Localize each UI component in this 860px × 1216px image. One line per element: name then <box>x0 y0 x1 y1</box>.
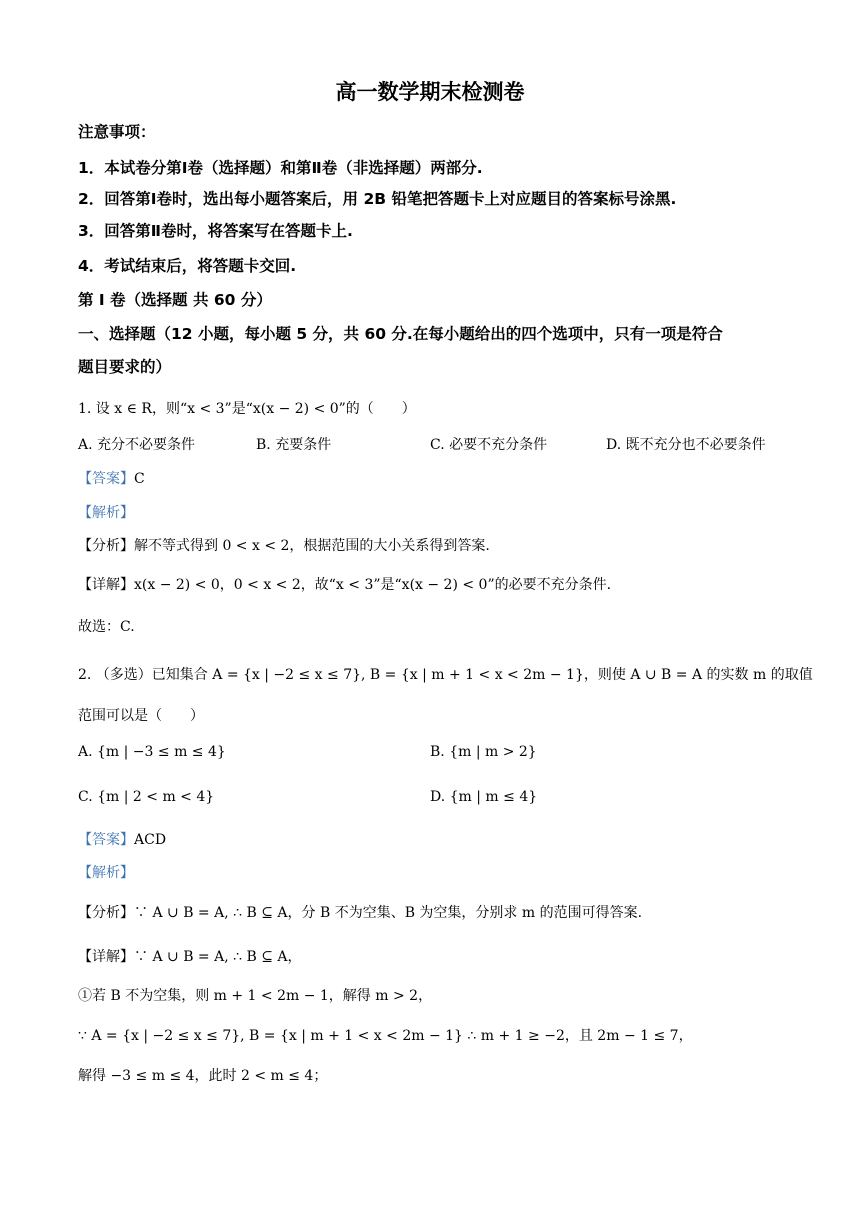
q1-fenxi: 【分析】解不等式得到 0 < x < 2，根据范围的大小关系得到答案. <box>78 538 490 554</box>
q1-option-d: D. 既不充分也不必要条件 <box>606 437 766 453</box>
answer-tag: 【答案】 <box>78 832 134 848</box>
q1-conclusion: 故选：C. <box>78 619 135 635</box>
q1-answer <box>78 468 145 488</box>
q2-option-d: D. {m | m ≤ 4} <box>430 789 538 805</box>
section-title: 第 I 卷（选择题 共 60 分） <box>78 291 272 309</box>
q1-option-c: C. 必要不充分条件 <box>430 437 548 453</box>
q2-stem-line-1: 2. （多选）已知集合 A = {x | −2 ≤ x ≤ 7}, B = {x | m + 1 < x < 2m − 1}，则使 A ∪ B = A 的实数 m 的取值 <box>78 667 813 683</box>
q2-fenxi: 【分析】∵ A ∪ B = A, ∴ B ⊆ A，分 B 不为空集、B 为空集，分别求 m 的范围可得答案. <box>78 905 643 921</box>
answer-tag: 【答案】 <box>78 471 134 487</box>
q2-option-a: A. {m | −3 ≤ m ≤ 4} <box>78 744 226 760</box>
notice-item-1: 1．本试卷分第Ⅰ卷（选择题）和第Ⅱ卷（非选择题）两部分. <box>78 159 483 177</box>
q2-option-c: C. {m | 2 < m < 4} <box>78 789 215 805</box>
q1-xiangjie: 【详解】x(x − 2) < 0，0 < x < 2，故“x < 3”是“x(x − 2) < 0”的必要不充分条件. <box>78 577 612 593</box>
q1-answer-value: C <box>134 471 145 487</box>
q2-stem-line-2: 范围可以是（ ） <box>78 708 204 724</box>
section-instruction-cont: 题目要求的） <box>78 358 172 376</box>
q1-option-a: A. 充分不必要条件 <box>78 437 196 453</box>
q1-stem: 1. 设 x ∈ R，则“x < 3”是“x(x − 2) < 0”的（ ） <box>78 401 416 417</box>
q1-analysis-tag: 【解析】 <box>78 505 134 521</box>
q2-option-b: B. {m | m > 2} <box>430 744 537 760</box>
q1-option-b: B. 充要条件 <box>256 437 332 453</box>
q2-step-3: 解得 −3 ≤ m ≤ 4，此时 2 < m ≤ 4； <box>78 1068 328 1084</box>
q2-step-2: ∵ A = {x | −2 ≤ x ≤ 7}, B = {x | m + 1 < x < 2m − 1} ∴ m + 1 ≥ −2，且 2m − 1 ≤ 7， <box>78 1028 693 1044</box>
notice-heading: 注意事项： <box>78 123 156 141</box>
section-instruction: 一、选择题（12 小题，每小题 5 分，共 60 分.在每小题给出的四个选项中，只有一项是符合 <box>78 325 723 343</box>
q2-answer <box>78 829 166 849</box>
notice-item-4: 4．考试结束后，将答题卡交回. <box>78 257 297 275</box>
q2-analysis-tag: 【解析】 <box>78 865 134 881</box>
q2-case-1: ①若 B 不为空集，则 m + 1 < 2m − 1，解得 m > 2， <box>78 988 433 1004</box>
notice-item-2: 2．回答第Ⅰ卷时，选出每小题答案后，用 2B 铅笔把答题卡上对应题目的答案标号涂黑. <box>78 190 677 208</box>
q2-xiangjie: 【详解】∵ A ∪ B = A, ∴ B ⊆ A， <box>78 949 302 965</box>
notice-item-3: 3．回答第Ⅱ卷时，将答案写在答题卡上. <box>78 222 353 240</box>
q2-answer-value: ACD <box>134 832 167 848</box>
page-title: 高一数学期末检测卷 <box>335 80 525 104</box>
